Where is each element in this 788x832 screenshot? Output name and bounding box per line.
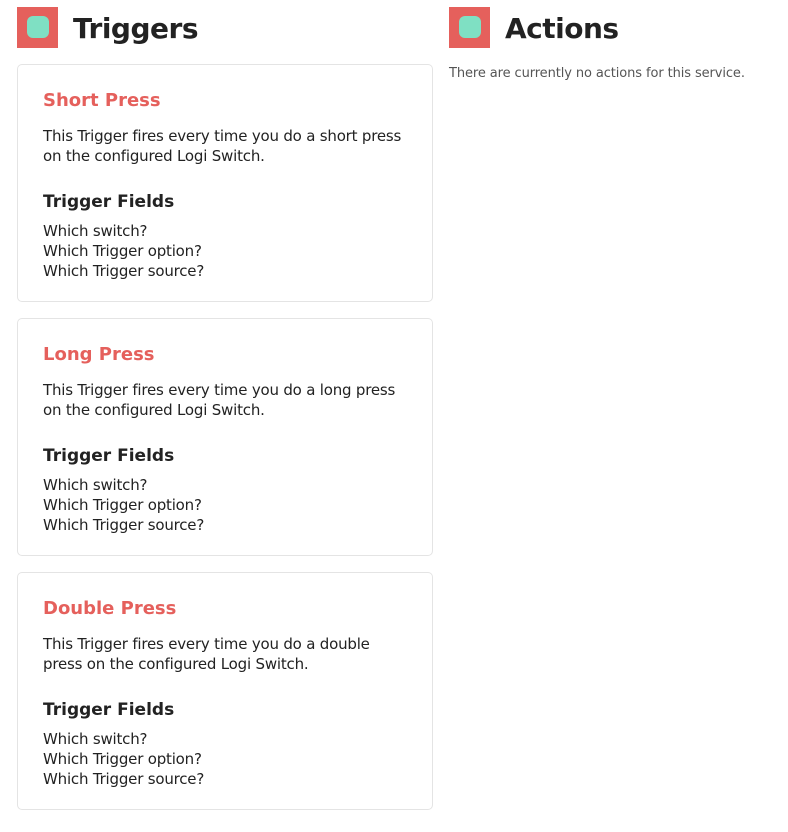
triggers-header	[17, 0, 433, 56]
trigger-title[interactable]: Short Press	[43, 90, 161, 111]
actions-header	[449, 0, 779, 56]
trigger-field: Which Trigger source?	[43, 770, 205, 788]
trigger-field-list	[43, 221, 408, 281]
trigger-title[interactable]: Long Press	[43, 344, 155, 365]
trigger-list	[17, 64, 433, 810]
trigger-description: This Trigger fires every time you do a long press on the configured Logi Switch.	[43, 381, 396, 419]
trigger-field: Which switch?	[43, 476, 148, 494]
trigger-field-list	[43, 475, 408, 535]
trigger-field: Which switch?	[43, 730, 148, 748]
actions-column	[449, 0, 779, 81]
trigger-field: Which Trigger option?	[43, 496, 202, 514]
trigger-card-short-press[interactable]	[17, 64, 433, 302]
trigger-field: Which Trigger source?	[43, 516, 205, 534]
triggers-column	[17, 0, 433, 826]
trigger-fields-heading: Trigger Fields	[43, 192, 175, 212]
trigger-field: Which switch?	[43, 222, 148, 240]
trigger-fields-heading: Trigger Fields	[43, 446, 175, 466]
trigger-description: This Trigger fires every time you do a double press on the configured Logi Switch.	[43, 635, 370, 673]
trigger-description: This Trigger fires every time you do a short press on the configured Logi Switch.	[43, 127, 402, 165]
trigger-fields-heading: Trigger Fields	[43, 700, 175, 720]
trigger-field: Which Trigger source?	[43, 262, 205, 280]
logi-switch-icon	[17, 7, 58, 48]
actions-title: Actions	[505, 11, 619, 45]
trigger-card-long-press[interactable]	[17, 318, 433, 556]
trigger-card-double-press[interactable]	[17, 572, 433, 810]
trigger-field: Which Trigger option?	[43, 242, 202, 260]
trigger-title[interactable]: Double Press	[43, 598, 177, 619]
logi-switch-icon	[449, 7, 490, 48]
actions-empty-message: There are currently no actions for this service.	[449, 66, 745, 81]
trigger-field-list	[43, 729, 408, 789]
triggers-title: Triggers	[73, 11, 198, 45]
trigger-field: Which Trigger option?	[43, 750, 202, 768]
